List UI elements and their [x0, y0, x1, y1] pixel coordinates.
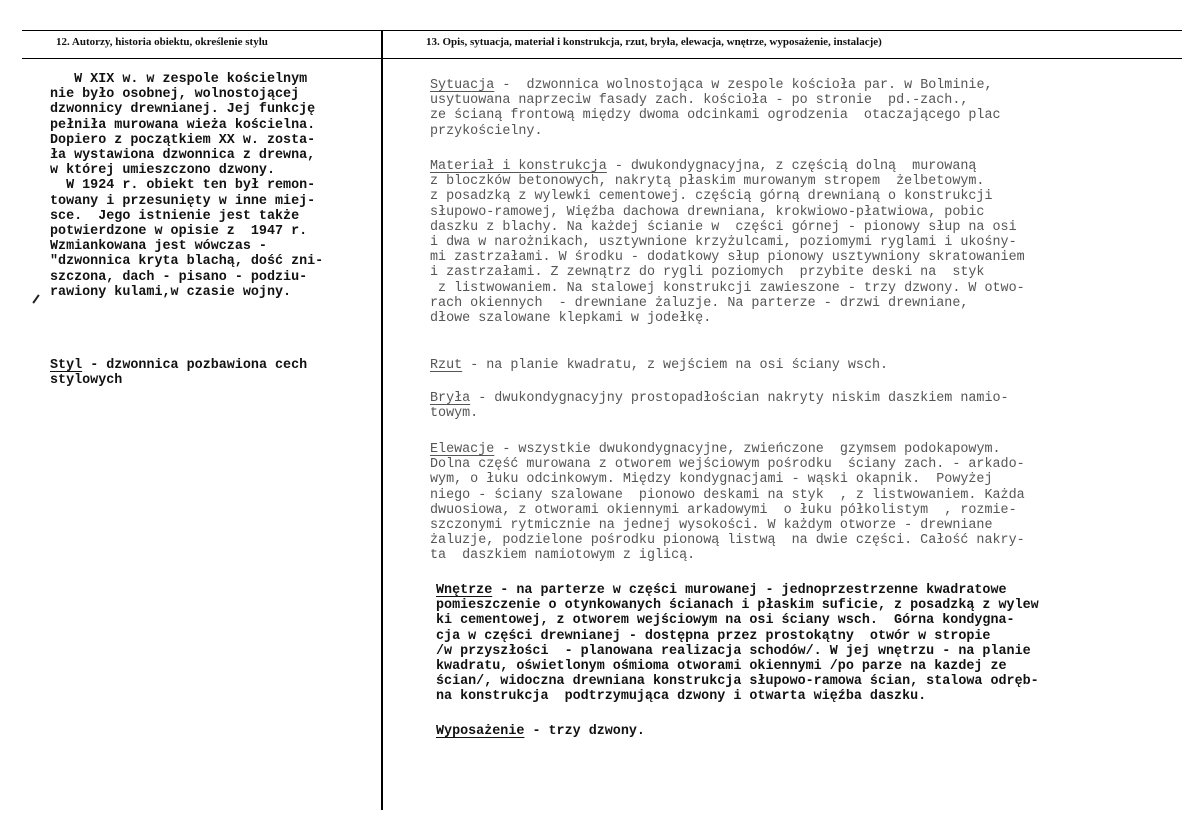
history-line: Wzmiankowana jest wówczas -: [50, 239, 267, 255]
left-column-header: 12. Autorzy, historia obiektu, określenie stylu: [56, 36, 268, 48]
history-text: [50, 72, 323, 300]
history-line: W XIX w. w zespole kościelnym: [50, 72, 308, 87]
history-line: sce. Jego istnienie jest także: [50, 208, 300, 224]
material-text: z bloczków betonowych, nakrytą płaskim murowanym stropem żelbetowym. z posadzką z wylewki cementowej. częścią górną drewnianą o konstrukcji słupowo-ramowej, Więźba dachowa drewniana, krokwiowo-płatwiowa, pobic daszku z blachy. Na każdej ścianie w części górnej - pionowy słup na osi i dwa w narożnikach, usztywnione krzyżulcami, poziomymi ryglami i ukośny- mi zastrzałami. W środku - dodatkowy słup pionowy usztywniony skratowaniem i zastrzałami. Z zewnątrz do rygli poziomych przybite deski na styk z listwowaniem. Na stalowej konstrukcji zawieszone - trzy dzwony. W otwo- rach okiennych - drewniane żaluzje. Na parterze - drzwi drewniane, dłowe szalowane klepkami w jodełkę.: [430, 174, 1025, 327]
history-line: potwierdzone w opisie z 1947 r.: [50, 224, 308, 240]
section-rzut: [430, 358, 888, 373]
elewacje-text: Dolna część murowana z otworem wejściowym pośrodku ściany zach. - arkado- wym, o łuku odcinkowym. Między kondygnacjami - wąski okapnik. Powyżej niego - ściany szalowane pionowo deskami na styk , z listwowaniem. Każda dwuosiowa, z otworami okiennymi arkadowymi o łuku półkolistym , rozmie- szczonymi rytmicznie na jednej wysokości. W każdym otworze - drewniane żaluzje, podzielone pośrodku pionową listwą na dwie części. Całość nakry- ta daszkiem namiotowym z iglicą.: [430, 457, 1025, 564]
style-text: - dzwonnica pozbawiona cech: [82, 358, 308, 373]
section-elewacje: [430, 442, 1025, 564]
history-line: pełniła murowana wieża kościelna.: [50, 117, 316, 133]
bryla-label: Bryła: [430, 391, 471, 406]
wnetrze-text: pomieszczenie o otynkowanych ścianach i płaskim suficie, z posadzką z wylew ki cementowej, z otworem wejściowym na osi ściany wsch. Górna kondygna- cja w części drewnianej - dostępna przez prostokątny otwór w stropie /w przyszłości - planowana realizacja schodów/. W jej wnętrzu - na planie kwadratu, oświetlonym ośmioma otworami okiennymi /po parze na kazdej ze ścian/, widoczna drewniana konstrukcja słupowo-ramowa ścian, stalowa odręb- na konstrukcja podtrzymująca dzwony i otwarta więźba daszku.: [436, 598, 1039, 705]
elewacje-label: Elewacje: [430, 442, 495, 457]
bryla-first-line: - dwukondygnacyjny prostopadłościan nakryty niskim daszkiem namio-: [470, 391, 1009, 406]
bryla-text: towym.: [430, 406, 479, 422]
history-line: ła wystawiona dzwonnica z drewna,: [50, 148, 316, 164]
section-wyposazenie: [436, 724, 645, 739]
sytuacja-first-line: - dzwonnica wolnostojąca w zespole kościoła par. w Bolminie,: [494, 78, 993, 93]
wnetrze-label: Wnętrze: [436, 583, 493, 598]
history-line: towany i przesunięty w inne miej-: [50, 193, 316, 209]
material-label: Materiał i konstrukcja: [430, 159, 607, 174]
wyposazenie-text: - trzy dzwony.: [524, 724, 645, 739]
history-line: szczona, dach - pisano - podziu-: [50, 269, 308, 285]
right-column-header: 13. Opis, sytuacja, materiał i konstrukcja, rzut, bryła, elewacja, wnętrze, wyposażenie, instalacje): [426, 36, 882, 48]
sytuacja-text: usytuowana naprzeciw fasady zach. kościoła - po stronie pd.-zach., ze ścianą frontową między dwoma odcinkami ogrodzenia otaczającego plac przykościelny.: [430, 93, 1001, 139]
style-section: [50, 358, 307, 388]
material-first-line: - dwukondygnacyjna, z częścią dolną murowaną: [606, 159, 977, 174]
rzut-text: - na planie kwadratu, z wejściem na osi ściany wsch.: [462, 358, 889, 373]
header-rule: [22, 58, 1182, 59]
top-rule: [22, 30, 1182, 31]
wyposazenie-label: Wyposażenie: [436, 724, 525, 739]
rzut-label: Rzut: [430, 358, 463, 373]
history-line: nie było osobnej, wolnostojącej: [50, 87, 300, 103]
section-material: [430, 159, 1025, 326]
history-line: rawiony kulami,w czasie wojny.: [50, 284, 292, 300]
section-sytuacja: [430, 78, 1001, 139]
history-line: w której umieszczono dzwony.: [50, 163, 275, 179]
margin-mark: [32, 294, 39, 303]
elewacje-first-line: - wszystkie dwukondygnacyjne, zwieńczone gzymsem podokapowym.: [494, 442, 1001, 457]
section-bryla: [430, 391, 1009, 421]
column-divider: [381, 30, 383, 810]
history-line: dzwonnicy drewnianej. Jej funkcję: [50, 102, 316, 118]
sytuacja-label: Sytuacja: [430, 78, 495, 93]
style-text-line2: stylowych: [50, 373, 123, 389]
wnetrze-first-line: - na parterze w części murowanej - jednoprzestrzenne kwadratowe: [492, 583, 1007, 598]
history-line: W 1924 r. obiekt ten był remon-: [50, 178, 316, 194]
history-line: Dopiero z początkiem XX w. zosta-: [50, 132, 316, 148]
style-label: Styl: [50, 358, 83, 373]
section-wnetrze: [436, 583, 1039, 705]
history-line: "dzwonnica kryta blachą, dość zni-: [50, 254, 324, 270]
